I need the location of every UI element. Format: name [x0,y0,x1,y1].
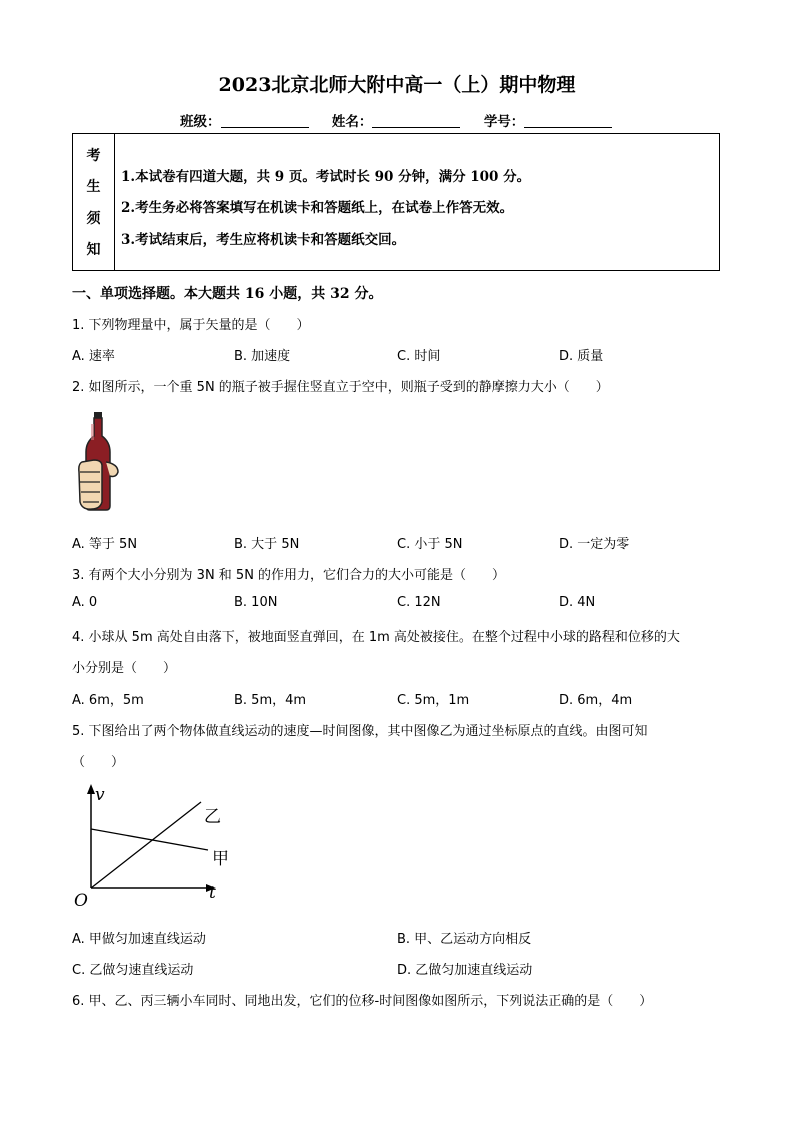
question-1-stem: 1. 下列物理量中，属于矢量的是（ ） [72,318,310,333]
name-blank[interactable] [372,113,460,128]
question-5-stem-cont: （ ） [72,755,125,770]
q3-option-a[interactable]: A. 0 [72,595,98,610]
q4-option-d[interactable]: D. 6m，4m [559,693,633,708]
t-axis-label: t [209,883,216,903]
notice-label-char: 考 [86,148,101,165]
q4-option-b[interactable]: B. 5m，4m [234,693,307,708]
q2-option-c[interactable]: C. 小于 5N [397,537,463,552]
v-axis-arrow [87,784,95,794]
q1-option-c[interactable]: C. 时间 [397,349,441,364]
q1-option-b[interactable]: B. 加速度 [234,349,291,364]
q4-option-a[interactable]: A. 6m，5m [72,693,144,708]
class-label: 班级： [180,114,221,130]
student-info-row [180,110,612,130]
line-yi-label: 乙 [204,807,221,827]
question-6-stem: 6. 甲、乙、丙三辆小车同时、同地出发，它们的位移-时间图像如图所示，下列说法正确的是（ ） [72,994,653,1009]
q5-option-c[interactable]: C. 乙做匀速直线运动 [72,963,194,978]
q5-option-a[interactable]: A. 甲做匀加速直线运动 [72,932,206,947]
name-label: 姓名： [331,114,373,130]
notice-label [73,134,115,270]
notice-label-char: 须 [86,210,101,227]
q2-option-b[interactable]: B. 大于 5N [234,537,300,552]
section-heading: 一、单项选择题。本大题共 16 小题，共 32 分。 [72,286,383,302]
line-jia [91,829,208,850]
q5-option-d[interactable]: D. 乙做匀加速直线运动 [397,963,533,978]
class-blank[interactable] [221,113,309,128]
notice-rule-2: 2.考生务必将答案填写在机读卡和答题纸上，在试卷上作答无效。 [121,200,514,216]
bottle-in-hand-figure [76,410,126,514]
q1-option-a[interactable]: A. 速率 [72,349,115,364]
question-5-stem: 5. 下图给出了两个物体做直线运动的速度—时间图像，其中图像乙为通过坐标原点的直线。由图可知 [72,724,648,739]
q3-option-d[interactable]: D. 4N [559,595,596,610]
exam-notice-box [72,133,720,271]
q1-option-d[interactable]: D. 质量 [559,349,604,364]
velocity-time-graph [68,778,248,914]
v-axis-label: v [95,785,105,805]
q3-option-c[interactable]: C. 12N [397,595,441,610]
origin-label: O [74,891,88,911]
q5-option-b[interactable]: B. 甲、乙运动方向相反 [397,932,532,947]
question-3-stem: 3. 有两个大小分别为 3N 和 5N 的作用力，它们合力的大小可能是（ ） [72,568,506,583]
question-4-stem: 4. 小球从 5m 高处自由落下，被地面竖直弹回，在 1m 高处被接住。在整个过程中小球的路程和位移的大 [72,630,680,645]
notice-rule-3: 3.考试结束后，考生应将机读卡和答题纸交回。 [121,232,406,248]
notice-rule-1: 1.本试卷有四道大题，共 9 页。考试时长 90 分钟，满分 100 分。 [121,169,531,185]
student-id-blank[interactable] [524,113,612,128]
question-2-stem: 2. 如图所示，一个重 5N 的瓶子被手握住竖直立于空中，则瓶子受到的静摩擦力大小（ ） [72,380,609,395]
student-id-label: 学号： [483,114,525,130]
line-jia-label: 甲 [212,849,229,869]
question-4-stem-cont: 小分别是（ ） [72,661,177,676]
notice-label-char: 知 [86,241,101,258]
notice-label-char: 生 [86,179,101,196]
q4-option-c[interactable]: C. 5m，1m [397,693,470,708]
q3-option-b[interactable]: B. 10N [234,595,278,610]
hand-icon [79,460,118,509]
page-title: 2023北京北师大附中高一（上）期中物理 [218,74,576,96]
q2-option-a[interactable]: A. 等于 5N [72,537,138,552]
q2-option-d[interactable]: D. 一定为零 [559,537,630,552]
line-yi [91,802,201,888]
